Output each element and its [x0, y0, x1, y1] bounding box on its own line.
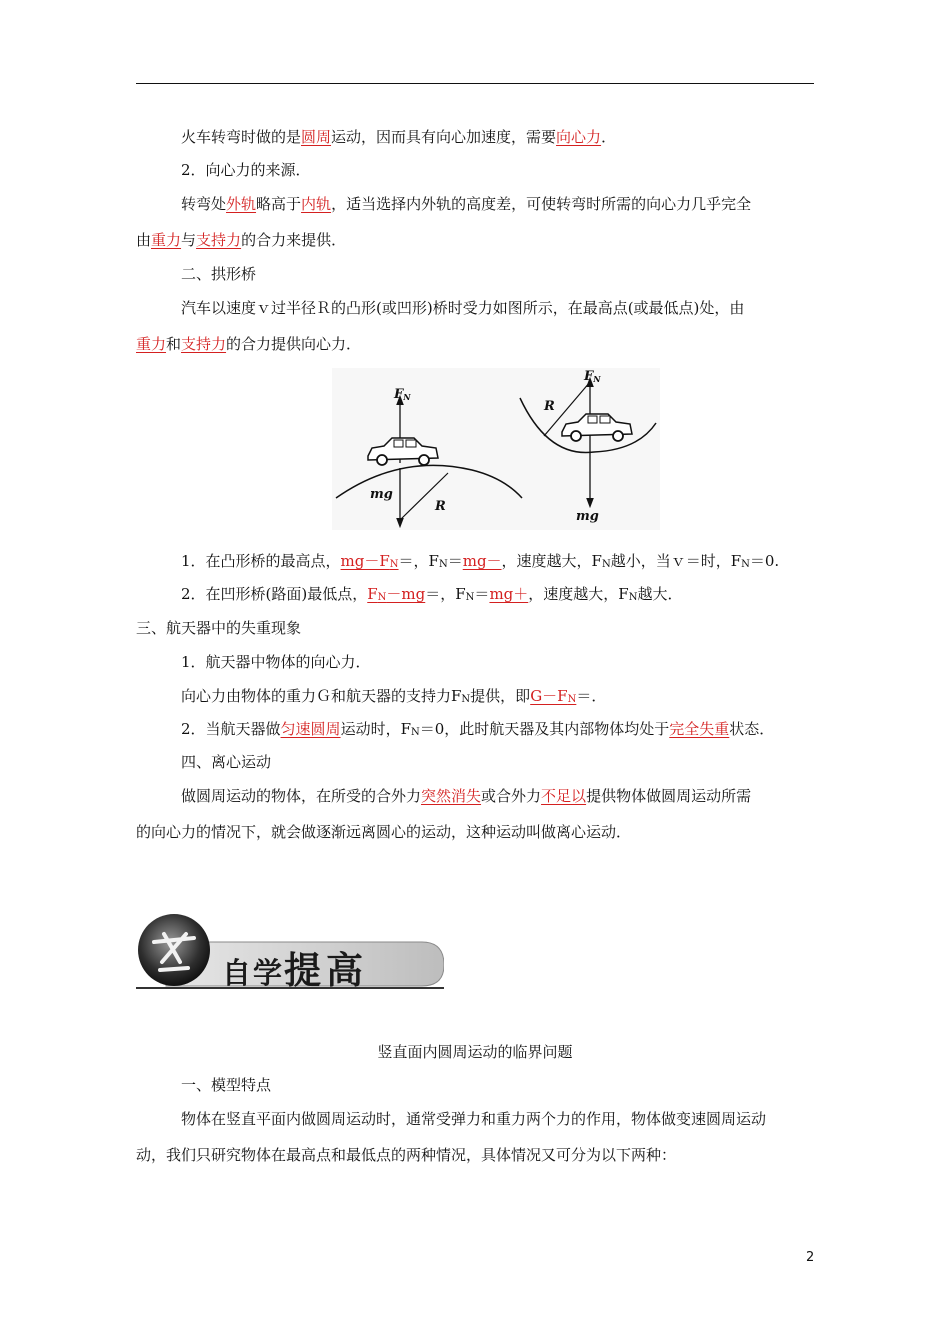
mg-label: mg	[576, 509, 599, 524]
convex-bridge-arc	[336, 465, 522, 498]
answer-blank: 圆周	[301, 128, 332, 146]
page-number: 2	[806, 1250, 815, 1265]
mg-label: mg	[370, 487, 393, 502]
answer-blank: 完全失重	[669, 720, 730, 738]
fn-label: FN	[394, 387, 411, 402]
paragraph: 2．当航天器做匀速圆周运动时，FN＝0，此时航天器及其内部物体均处于完全失重状态．	[181, 720, 775, 738]
header-rule	[136, 83, 814, 84]
subheading: 1．航天器中物体的向心力．	[181, 653, 371, 671]
answer-blank: G－FN	[530, 687, 577, 705]
bridge-force-diagram	[332, 368, 660, 530]
paragraph: 转弯处外轨略高于内轨，适当选择内外轨的高度差，可使转弯时所需的向心力几乎完全	[181, 195, 752, 213]
paragraph: 向心力由物体的重力Ｇ和航天器的支持力FN提供，即G－FN＝．	[181, 687, 607, 705]
answer-blank: 内轨	[301, 195, 332, 213]
section-heading: 竖直面内圆周运动的临界问题	[377, 1043, 573, 1061]
answer-blank: mg－	[462, 552, 502, 570]
section-title: 一、模型特点	[181, 1076, 272, 1094]
radius-label: R	[435, 499, 446, 514]
answer-blank: mg－FN	[340, 552, 399, 570]
list-item: 2．在凹形桥(路面)最低点，FN－mg＝，FN＝mg＋，速度越大，FN越大．	[181, 585, 683, 603]
section-title: 二、拱形桥	[181, 265, 257, 283]
answer-blank: 匀速圆周	[280, 720, 341, 738]
fn-label: FN	[584, 369, 601, 384]
answer-blank: 不足以	[541, 787, 587, 805]
section-title: 三、航天器中的失重现象	[136, 619, 302, 637]
answer-blank: 支持力	[181, 335, 227, 353]
answer-blank: 重力	[136, 335, 167, 353]
car-icon	[562, 414, 632, 441]
paragraph: 做圆周运动的物体，在所受的合外力突然消失或合外力不足以提供物体做圆周运动所需	[181, 787, 752, 805]
answer-blank: FN－mg	[367, 585, 426, 603]
paragraph: 由重力与支持力的合力来提供．	[136, 231, 347, 249]
bridge-diagram-svg	[332, 368, 660, 530]
car-icon	[368, 438, 438, 465]
list-item: 1．在凸形桥的最高点，mg－FN＝，FN＝mg－，速度越大，FN越小，当ｖ＝时，FN＝0.	[181, 552, 780, 570]
answer-blank: 向心力	[556, 128, 602, 146]
paragraph: 物体在竖直平面内做圆周运动时，通常受弹力和重力两个力的作用，物体做变速圆周运动	[181, 1110, 767, 1128]
section-title: 四、离心运动	[181, 753, 272, 771]
answer-blank: 外轨	[226, 195, 257, 213]
banner-title: 自学提高	[222, 948, 369, 992]
paragraph: 重力和支持力的合力提供向心力．	[136, 335, 362, 353]
radius-label: R	[544, 399, 555, 414]
answer-blank: 重力	[151, 231, 182, 249]
paragraph: 的向心力的情况下，就会做逐渐远离圆心的运动，这种运动叫做离心运动．	[136, 823, 632, 841]
answer-blank: 突然消失	[421, 787, 482, 805]
answer-blank: 支持力	[196, 231, 242, 249]
paragraph: 火车转弯时做的是圆周运动，因而具有向心加速度，需要向心力．	[181, 128, 617, 146]
paragraph: 动，我们只研究物体在最高点和最低点的两种情况，具体情况又可分为以下两种：	[136, 1146, 677, 1164]
self-study-banner	[136, 912, 444, 990]
answer-blank: mg＋	[489, 585, 529, 603]
paragraph: 汽车以速度ｖ过半径Ｒ的凸形(或凹形)桥时受力如图所示，在最高点(或最低点)处，由	[181, 299, 745, 317]
subheading: 2．向心力的来源．	[181, 161, 311, 179]
